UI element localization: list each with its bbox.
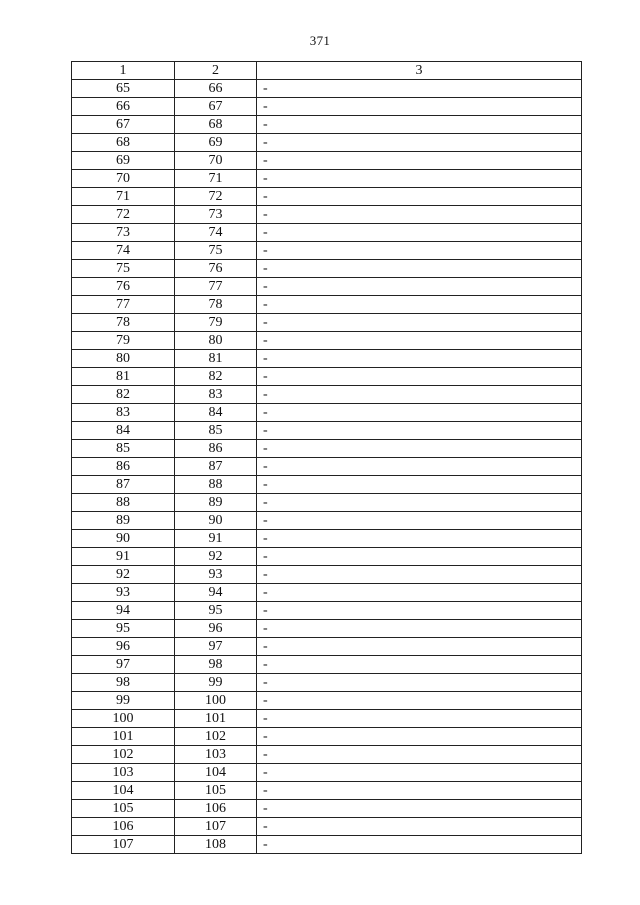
table-cell-col-1: 75 — [72, 260, 175, 278]
table-cell-col-3: - — [257, 116, 582, 134]
table-cell-col-1: 90 — [72, 530, 175, 548]
table-cell-col-3: - — [257, 566, 582, 584]
table-row — [72, 206, 582, 224]
table-cell-col-2: 88 — [175, 476, 257, 494]
table-cell-col-2: 98 — [175, 656, 257, 674]
table-cell-col-2: 93 — [175, 566, 257, 584]
column-header-3: 3 — [257, 62, 582, 80]
table-cell-col-2: 85 — [175, 422, 257, 440]
table-cell-col-3: - — [257, 530, 582, 548]
table-row — [72, 620, 582, 638]
table-cell-col-1: 100 — [72, 710, 175, 728]
table-cell-col-2: 90 — [175, 512, 257, 530]
table-cell-col-3: - — [257, 710, 582, 728]
table-cell-col-3: - — [257, 494, 582, 512]
table-cell-col-2: 105 — [175, 782, 257, 800]
table-row — [72, 836, 582, 854]
table-row — [72, 368, 582, 386]
table-row — [72, 80, 582, 98]
table-cell-col-2: 97 — [175, 638, 257, 656]
table-cell-col-2: 83 — [175, 386, 257, 404]
table-cell-col-1: 87 — [72, 476, 175, 494]
table-cell-col-3: - — [257, 314, 582, 332]
table-cell-col-3: - — [257, 98, 582, 116]
table-cell-col-1: 77 — [72, 296, 175, 314]
table-cell-col-3: - — [257, 350, 582, 368]
table-cell-col-1: 69 — [72, 152, 175, 170]
table-cell-col-2: 103 — [175, 746, 257, 764]
table-cell-col-1: 94 — [72, 602, 175, 620]
table-cell-col-1: 88 — [72, 494, 175, 512]
table-cell-col-1: 65 — [72, 80, 175, 98]
table-row — [72, 674, 582, 692]
table-cell-col-2: 87 — [175, 458, 257, 476]
table-row — [72, 656, 582, 674]
table-cell-col-1: 105 — [72, 800, 175, 818]
table-cell-col-3: - — [257, 782, 582, 800]
table-cell-col-2: 72 — [175, 188, 257, 206]
table-cell-col-2: 78 — [175, 296, 257, 314]
table-cell-col-1: 107 — [72, 836, 175, 854]
table-cell-col-3: - — [257, 602, 582, 620]
column-header-1: 1 — [72, 62, 175, 80]
table-cell-col-2: 92 — [175, 548, 257, 566]
table-cell-col-3: - — [257, 764, 582, 782]
table-cell-col-3: - — [257, 386, 582, 404]
table-row — [72, 494, 582, 512]
table-row — [72, 584, 582, 602]
table-cell-col-2: 66 — [175, 80, 257, 98]
table-cell-col-1: 97 — [72, 656, 175, 674]
table-cell-col-2: 91 — [175, 530, 257, 548]
table-row — [72, 116, 582, 134]
table-row — [72, 782, 582, 800]
table-row — [72, 278, 582, 296]
table-cell-col-3: - — [257, 170, 582, 188]
table-cell-col-2: 73 — [175, 206, 257, 224]
header-row — [72, 62, 582, 80]
table-cell-col-1: 76 — [72, 278, 175, 296]
table-cell-col-1: 93 — [72, 584, 175, 602]
table-row — [72, 134, 582, 152]
table-cell-col-3: - — [257, 404, 582, 422]
table-cell-col-1: 68 — [72, 134, 175, 152]
table-cell-col-1: 84 — [72, 422, 175, 440]
table-row — [72, 530, 582, 548]
table-cell-col-1: 82 — [72, 386, 175, 404]
table-cell-col-1: 67 — [72, 116, 175, 134]
table-cell-col-1: 80 — [72, 350, 175, 368]
table-cell-col-2: 74 — [175, 224, 257, 242]
table-cell-col-3: - — [257, 728, 582, 746]
table-row — [72, 746, 582, 764]
table-cell-col-2: 99 — [175, 674, 257, 692]
table-row — [72, 296, 582, 314]
table-row — [72, 458, 582, 476]
table-cell-col-2: 84 — [175, 404, 257, 422]
table-cell-col-2: 68 — [175, 116, 257, 134]
table-row — [72, 170, 582, 188]
table-cell-col-3: - — [257, 836, 582, 854]
table-cell-col-1: 83 — [72, 404, 175, 422]
table-cell-col-3: - — [257, 368, 582, 386]
table-cell-col-3: - — [257, 278, 582, 296]
table-cell-col-2: 79 — [175, 314, 257, 332]
table-cell-col-3: - — [257, 800, 582, 818]
table-cell-col-2: 77 — [175, 278, 257, 296]
table-cell-col-2: 107 — [175, 818, 257, 836]
table-cell-col-3: - — [257, 260, 582, 278]
table-cell-col-3: - — [257, 584, 582, 602]
table-cell-col-3: - — [257, 476, 582, 494]
table-cell-col-3: - — [257, 458, 582, 476]
table-cell-col-1: 73 — [72, 224, 175, 242]
table-cell-col-3: - — [257, 422, 582, 440]
table-row — [72, 152, 582, 170]
table-row — [72, 188, 582, 206]
table-cell-col-2: 108 — [175, 836, 257, 854]
table-cell-col-3: - — [257, 440, 582, 458]
table-cell-col-3: - — [257, 152, 582, 170]
table-cell-col-1: 99 — [72, 692, 175, 710]
table-cell-col-3: - — [257, 818, 582, 836]
table-cell-col-3: - — [257, 296, 582, 314]
table-cell-col-2: 94 — [175, 584, 257, 602]
table-row — [72, 728, 582, 746]
table-cell-col-1: 95 — [72, 620, 175, 638]
table-row — [72, 404, 582, 422]
table-cell-col-2: 69 — [175, 134, 257, 152]
table-cell-col-1: 66 — [72, 98, 175, 116]
table-cell-col-2: 67 — [175, 98, 257, 116]
table-cell-col-1: 74 — [72, 242, 175, 260]
table-cell-col-1: 78 — [72, 314, 175, 332]
table-cell-col-2: 75 — [175, 242, 257, 260]
table-row — [72, 602, 582, 620]
table-cell-col-2: 104 — [175, 764, 257, 782]
table-cell-col-3: - — [257, 512, 582, 530]
column-header-2: 2 — [175, 62, 257, 80]
table-cell-col-1: 103 — [72, 764, 175, 782]
page-number: 371 — [309, 33, 331, 48]
table-row — [72, 332, 582, 350]
table-row — [72, 350, 582, 368]
table-cell-col-3: - — [257, 242, 582, 260]
data-table — [71, 61, 582, 854]
table-cell-col-2: 101 — [175, 710, 257, 728]
table-cell-col-2: 95 — [175, 602, 257, 620]
table-cell-col-2: 80 — [175, 332, 257, 350]
table-cell-col-1: 106 — [72, 818, 175, 836]
table-row — [72, 692, 582, 710]
table-row — [72, 242, 582, 260]
table-row — [72, 422, 582, 440]
table-cell-col-2: 96 — [175, 620, 257, 638]
table-cell-col-1: 81 — [72, 368, 175, 386]
table-row — [72, 818, 582, 836]
table-cell-col-3: - — [257, 620, 582, 638]
table-cell-col-3: - — [257, 548, 582, 566]
table-cell-col-3: - — [257, 80, 582, 98]
table-cell-col-1: 71 — [72, 188, 175, 206]
table-cell-col-2: 71 — [175, 170, 257, 188]
table-row — [72, 548, 582, 566]
table-cell-col-2: 86 — [175, 440, 257, 458]
table-row — [72, 476, 582, 494]
table-cell-col-3: - — [257, 674, 582, 692]
table-cell-col-1: 96 — [72, 638, 175, 656]
table-cell-col-3: - — [257, 638, 582, 656]
table-cell-col-1: 86 — [72, 458, 175, 476]
table-row — [72, 512, 582, 530]
table-cell-col-3: - — [257, 206, 582, 224]
table-cell-col-1: 89 — [72, 512, 175, 530]
table-cell-col-2: 70 — [175, 152, 257, 170]
table-cell-col-2: 82 — [175, 368, 257, 386]
table-row — [72, 260, 582, 278]
table-body — [72, 80, 582, 854]
table-row — [72, 440, 582, 458]
table-cell-col-1: 104 — [72, 782, 175, 800]
table-cell-col-1: 98 — [72, 674, 175, 692]
table-cell-col-3: - — [257, 746, 582, 764]
table-cell-col-1: 85 — [72, 440, 175, 458]
table-cell-col-1: 91 — [72, 548, 175, 566]
table-cell-col-1: 102 — [72, 746, 175, 764]
table-row — [72, 386, 582, 404]
table-cell-col-1: 92 — [72, 566, 175, 584]
table-cell-col-2: 102 — [175, 728, 257, 746]
table-cell-col-2: 100 — [175, 692, 257, 710]
table-cell-col-2: 76 — [175, 260, 257, 278]
table-cell-col-2: 81 — [175, 350, 257, 368]
table-row — [72, 638, 582, 656]
table-row — [72, 98, 582, 116]
table-cell-col-1: 70 — [72, 170, 175, 188]
table-cell-col-1: 79 — [72, 332, 175, 350]
table-cell-col-3: - — [257, 692, 582, 710]
table-row — [72, 800, 582, 818]
table-cell-col-1: 72 — [72, 206, 175, 224]
table-row — [72, 314, 582, 332]
table-cell-col-3: - — [257, 656, 582, 674]
table-row — [72, 566, 582, 584]
table-cell-col-1: 101 — [72, 728, 175, 746]
table-cell-col-2: 106 — [175, 800, 257, 818]
table-row — [72, 224, 582, 242]
table-row — [72, 710, 582, 728]
table-cell-col-3: - — [257, 224, 582, 242]
table-header — [72, 62, 582, 80]
table-cell-col-3: - — [257, 188, 582, 206]
table-cell-col-2: 89 — [175, 494, 257, 512]
table-cell-col-3: - — [257, 332, 582, 350]
table-row — [72, 764, 582, 782]
table-cell-col-3: - — [257, 134, 582, 152]
